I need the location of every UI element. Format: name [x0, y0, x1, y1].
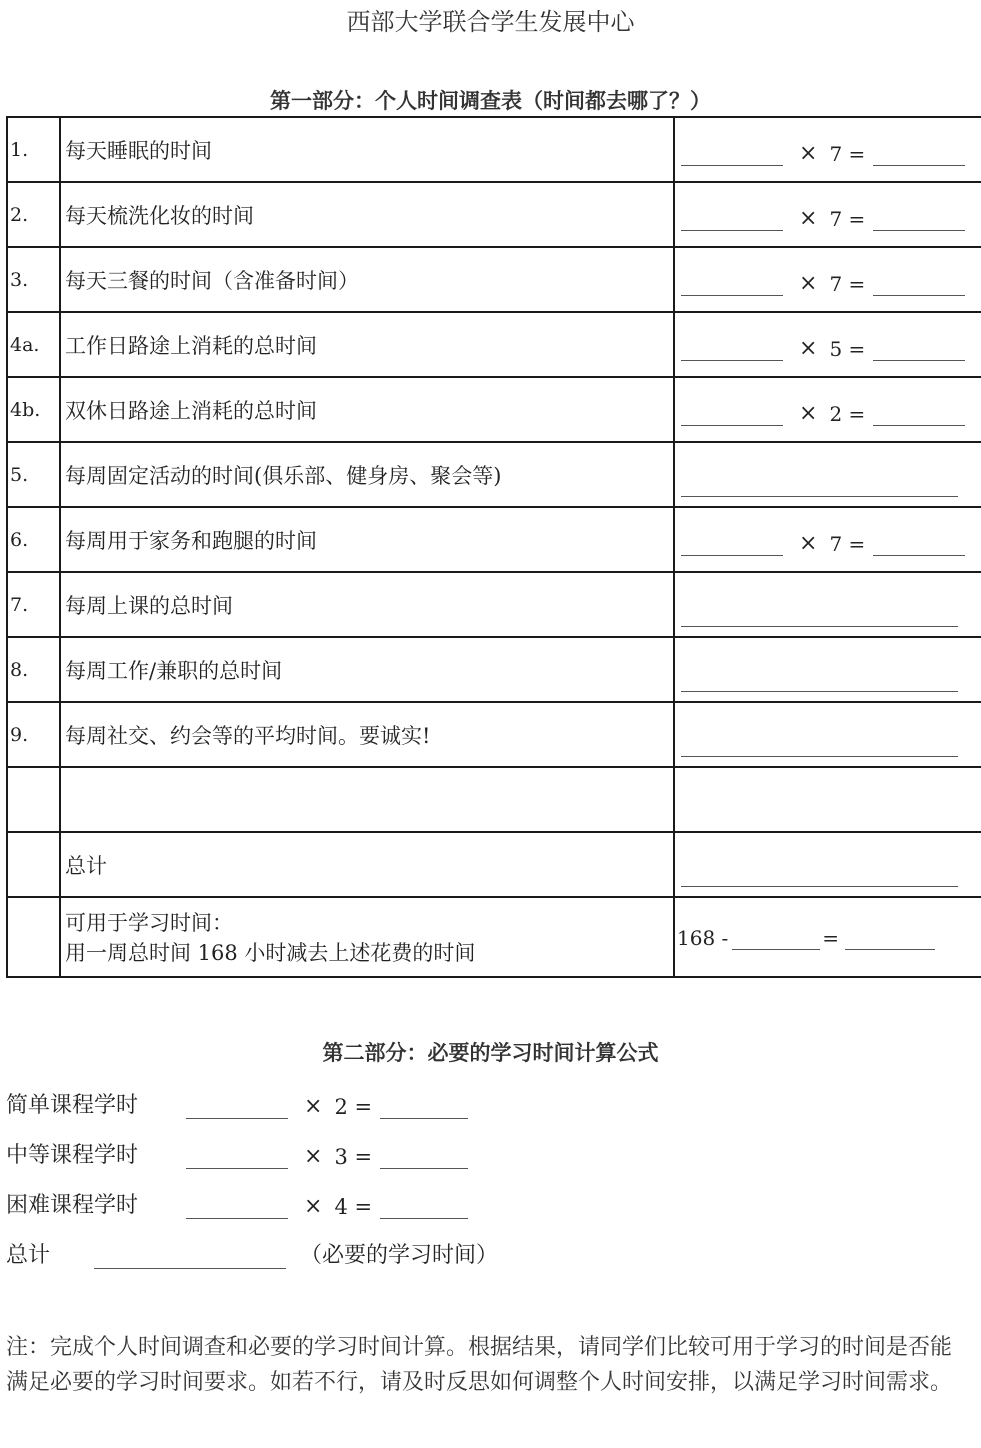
multiply-sign: × — [799, 336, 818, 361]
weekly-result-blank[interactable] — [873, 271, 965, 296]
total-blank[interactable] — [681, 862, 958, 887]
row-description: 双休日路途上消耗的总时间 — [60, 377, 674, 442]
survey-row — [7, 377, 981, 442]
multiplier: 3 = — [334, 1145, 373, 1169]
footnote: 注：完成个人时间调查和必要的学习时间计算。根据结果，请同学们比较可用于学习的时间是否能满足必要的学习时间要求。如若不行，请及时反思如何调整个人时间安排，以满足学习时间需求。 — [6, 1335, 953, 1395]
multiply-sign: × — [304, 1144, 323, 1169]
row-calc-cell — [674, 637, 981, 702]
row-number: 4b. — [7, 377, 60, 442]
survey-row — [7, 117, 981, 182]
weekly-hours-blank[interactable] — [681, 472, 958, 497]
course-hours-blank[interactable] — [186, 1094, 288, 1119]
daily-hours-blank[interactable] — [681, 141, 783, 166]
multiply-sign: × — [799, 401, 818, 426]
multiplier: 2 = — [829, 402, 866, 426]
required-total-row — [6, 1238, 498, 1269]
row-number-cell — [7, 832, 60, 897]
multiply-sign: × — [304, 1194, 323, 1219]
daily-hours-blank[interactable] — [681, 271, 783, 296]
multiplier: 7 = — [829, 272, 866, 296]
row-description: 每周固定活动的时间(俱乐部、健身房、聚会等) — [60, 442, 674, 507]
row-calc-cell — [674, 117, 981, 182]
survey-row — [7, 312, 981, 377]
document-title: 西部大学联合学生发展中心 — [346, 8, 635, 36]
multiply-sign: × — [799, 531, 818, 556]
row-calc-cell — [674, 442, 981, 507]
course-row-hard — [6, 1188, 468, 1219]
row-description: 每周上课的总时间 — [60, 572, 674, 637]
row-calc-cell — [674, 507, 981, 572]
part2-title: 第二部分：必要的学习时间计算公式 — [322, 1040, 659, 1065]
weekly-result-blank[interactable] — [873, 401, 965, 426]
row-calc-cell — [674, 767, 981, 832]
row-number: 5. — [7, 442, 60, 507]
weekly-result-blank[interactable] — [873, 336, 965, 361]
multiply-sign: × — [799, 206, 818, 231]
course-label: 简单课程学时 — [6, 1093, 139, 1118]
survey-row — [7, 702, 981, 767]
required-total-note: （必要的学习时间） — [300, 1243, 499, 1268]
weekly-hours-blank[interactable] — [681, 732, 958, 757]
available-calc-cell — [674, 897, 981, 977]
course-result-blank[interactable] — [380, 1194, 468, 1219]
course-result-blank[interactable] — [380, 1144, 468, 1169]
row-number: 9. — [7, 702, 60, 767]
row-description: 每周用于家务和跑腿的时间 — [60, 507, 674, 572]
total-row — [7, 832, 981, 897]
survey-row — [7, 247, 981, 312]
row-number-cell — [7, 897, 60, 977]
multiplier: 4 = — [334, 1195, 373, 1219]
multiply-sign: × — [304, 1094, 323, 1119]
available-row — [7, 897, 981, 977]
total-label: 总计 — [60, 832, 674, 897]
daily-hours-blank[interactable] — [681, 531, 783, 556]
row-number: 6. — [7, 507, 60, 572]
multiply-sign: × — [799, 141, 818, 166]
daily-hours-blank[interactable] — [681, 206, 783, 231]
course-result-blank[interactable] — [380, 1094, 468, 1119]
available-result-blank[interactable] — [845, 925, 935, 950]
row-number: 3. — [7, 247, 60, 312]
row-description: 每天三餐的时间（含准备时间） — [60, 247, 674, 312]
total-input-cell — [674, 832, 981, 897]
row-calc-cell — [674, 247, 981, 312]
multiplier: 2 = — [334, 1095, 373, 1119]
row-number: 8. — [7, 637, 60, 702]
weekly-hours-blank[interactable] — [681, 602, 958, 627]
row-number: 2. — [7, 182, 60, 247]
row-calc-cell — [674, 182, 981, 247]
weekly-hours-blank[interactable] — [681, 667, 958, 692]
course-row-easy — [6, 1088, 468, 1119]
part1-title: 第一部分：个人时间调查表（时间都去哪了？） — [270, 88, 711, 113]
course-row-medium — [6, 1138, 468, 1169]
row-description: 每天梳洗化妆的时间 — [60, 182, 674, 247]
available-desc — [60, 897, 674, 977]
row-calc-cell — [674, 702, 981, 767]
row-number — [7, 767, 60, 832]
row-calc-cell — [674, 572, 981, 637]
row-description — [60, 767, 674, 832]
survey-row — [7, 572, 981, 637]
row-description: 工作日路途上消耗的总时间 — [60, 312, 674, 377]
row-description: 每周工作/兼职的总时间 — [60, 637, 674, 702]
survey-row — [7, 182, 981, 247]
multiplier: 5 = — [829, 337, 866, 361]
daily-hours-blank[interactable] — [681, 336, 783, 361]
row-number: 1. — [7, 117, 60, 182]
multiplier: 7 = — [829, 142, 866, 166]
row-number: 4a. — [7, 312, 60, 377]
survey-row — [7, 767, 981, 832]
required-total-blank[interactable] — [94, 1244, 286, 1269]
row-calc-cell — [674, 312, 981, 377]
survey-row — [7, 442, 981, 507]
available-equals: = — [822, 925, 840, 950]
required-total-label: 总计 — [6, 1243, 51, 1268]
course-label: 中等课程学时 — [6, 1143, 139, 1168]
course-hours-blank[interactable] — [186, 1144, 288, 1169]
course-label: 困难课程学时 — [6, 1193, 139, 1218]
weekly-result-blank[interactable] — [873, 141, 965, 166]
survey-row — [7, 507, 981, 572]
available-spent-blank[interactable] — [732, 925, 820, 950]
row-calc-cell — [674, 377, 981, 442]
multiplier: 7 = — [829, 207, 866, 231]
multiplier: 7 = — [829, 532, 866, 556]
survey-row — [7, 637, 981, 702]
multiply-sign: × — [799, 271, 818, 296]
available-prefix: 168 - — [677, 925, 729, 950]
row-description: 每天睡眠的时间 — [60, 117, 674, 182]
available-line1: 可用于学习时间： — [65, 911, 233, 935]
weekly-result-blank[interactable] — [873, 531, 965, 556]
row-number: 7. — [7, 572, 60, 637]
weekly-result-blank[interactable] — [873, 206, 965, 231]
time-survey-table — [6, 116, 981, 978]
available-line2: 用一周总时间 168 小时减去上述花费的时间 — [65, 941, 476, 965]
course-hours-blank[interactable] — [186, 1194, 288, 1219]
row-description: 每周社交、约会等的平均时间。要诚实! — [60, 702, 674, 767]
daily-hours-blank[interactable] — [681, 401, 783, 426]
